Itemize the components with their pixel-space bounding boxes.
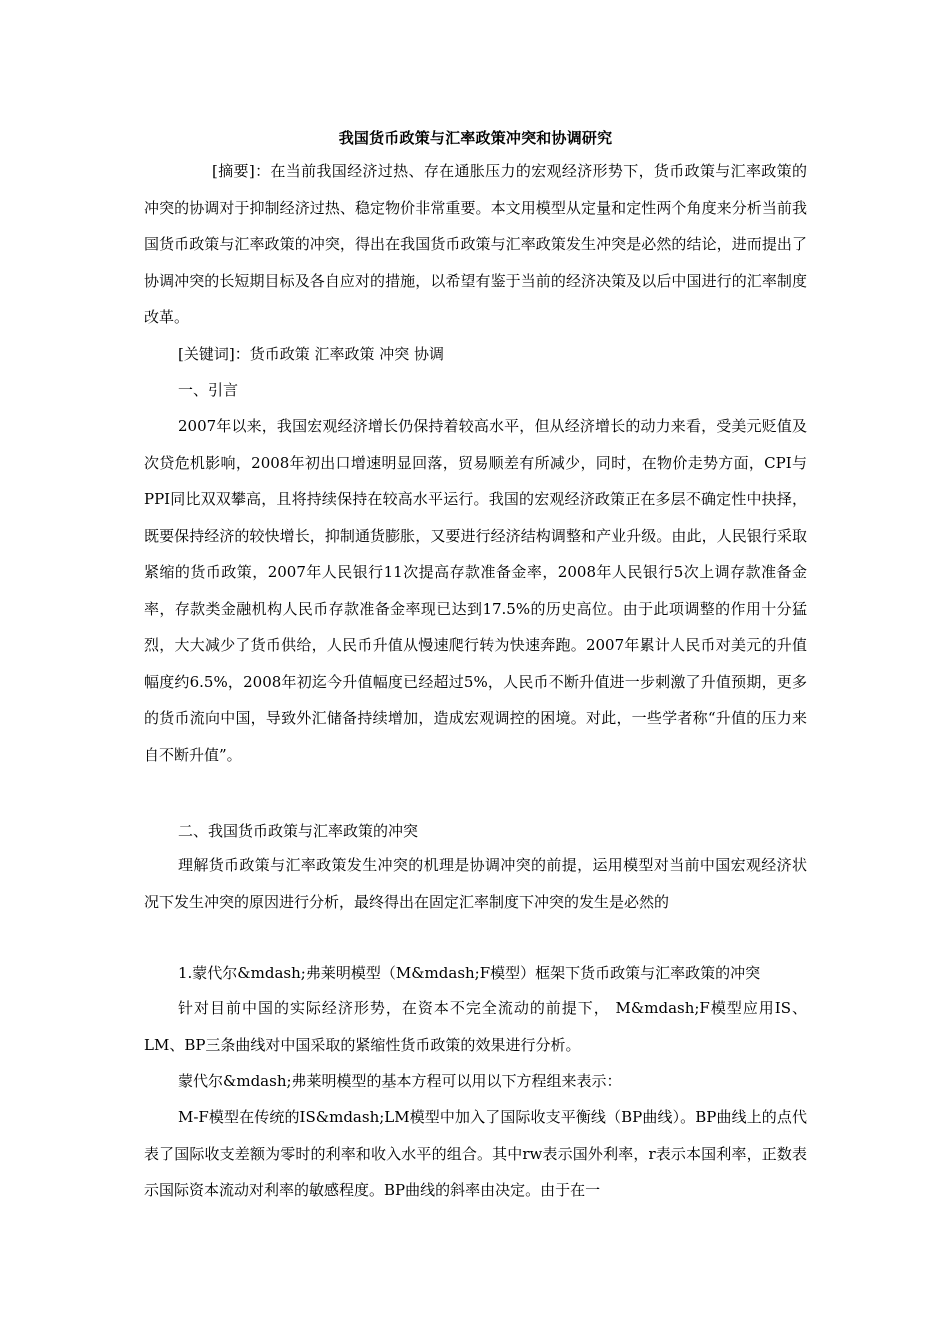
section2-paragraph: 理解货币政策与汇率政策发生冲突的机理是协调冲突的前提，运用模型对当前中国宏观经济状况下发生冲突的原因进行分析，最终得出在固定汇率制度下冲突的发生是必然的 <box>144 856 807 911</box>
section2-heading: 二、我国货币政策与汇率政策的冲突 <box>178 822 419 840</box>
section1-heading: 一、引言 <box>178 381 239 399</box>
abstract-paragraph: [摘要]：在当前我国经济过热、存在通胀压力的宏观经济形势下，货币政策与汇率政策的冲突的协调对于抑制经济过热、稳定物价非常重要。本文用模型从定量和定性两个角度来分析当前我国货币政策与汇率政策的冲突，得出在我国货币政策与汇率政策发生冲突是必然的结论，进而提出了协调冲突的长短期目标及各自应对的措施，以希望有鉴于当前的经济决策及以后中国进行的汇率制度改革。 <box>144 162 807 326</box>
document-title: 我国货币政策与汇率政策冲突和协调研究 <box>338 129 613 147</box>
model-paragraph: M-F模型在传统的IS&mdash;LM模型中加入了国际收支平衡线（BP曲线）。BP曲线上的点代表了国际收支差额为零时的利率和收入水平的组合。其中rw表示国外利率，r表示本国利率，正数表示国际资本流动对利率的敏感程度。BP曲线的斜率由决定。由于在一 <box>144 1108 807 1199</box>
section1-paragraph: 2007年以来，我国宏观经济增长仍保持着较高水平，但从经济增长的动力来看，受美元贬值及次贷危机影响，2008年初出口增速明显回落，贸易顺差有所减少，同时，在物价走势方面，CPI与PPI同比双双攀高，且将持续保持在较高水平运行。我国的宏观经济政策正在多层不确定性中抉择，既要保持经济的较快增长，抑制通货膨胀，又要进行经济结构调整和产业升级。由此，人民银行采取紧缩的货币政策，2007年人民银行11次提高存款准备金率，2008年人民银行5次上调存款准备金率，存款类金融机构人民币存款准备金率现已达到17.5%的历史高位。由于此项调整的作用十分猛烈，大大减少了货币供给，人民币升值从慢速爬行转为快速奔跑。2007年累计人民币对美元的升值幅度约6.5%，2008年初迄今升值幅度已经超过5%，人民币不断升值进一步刺激了升值预期，更多的货币流向中国，导致外汇储备持续增加，造成宏观调控的困境。对此，一些学者称“升值的压力来自不断升值”。 <box>144 417 807 764</box>
subsection1-heading: 1.蒙代尔&mdash;弗莱明模型（M&mdash;F模型）框架下货币政策与汇率政策的冲突 <box>178 964 761 982</box>
model-intro-line: 蒙代尔&mdash;弗莱明模型的基本方程可以用以下方程组来表示： <box>178 1072 622 1090</box>
subsection1-paragraph: 针对目前中国的实际经济形势，在资本不完全流动的前提下， M&mdash;F模型应用IS、LM、BP三条曲线对中国采取的紧缩性货币政策的效果进行分析。 <box>144 999 807 1054</box>
keywords-line: [关键词]：货币政策 汇率政策 冲突 协调 <box>178 345 445 363</box>
document-page <box>144 0 807 1344</box>
